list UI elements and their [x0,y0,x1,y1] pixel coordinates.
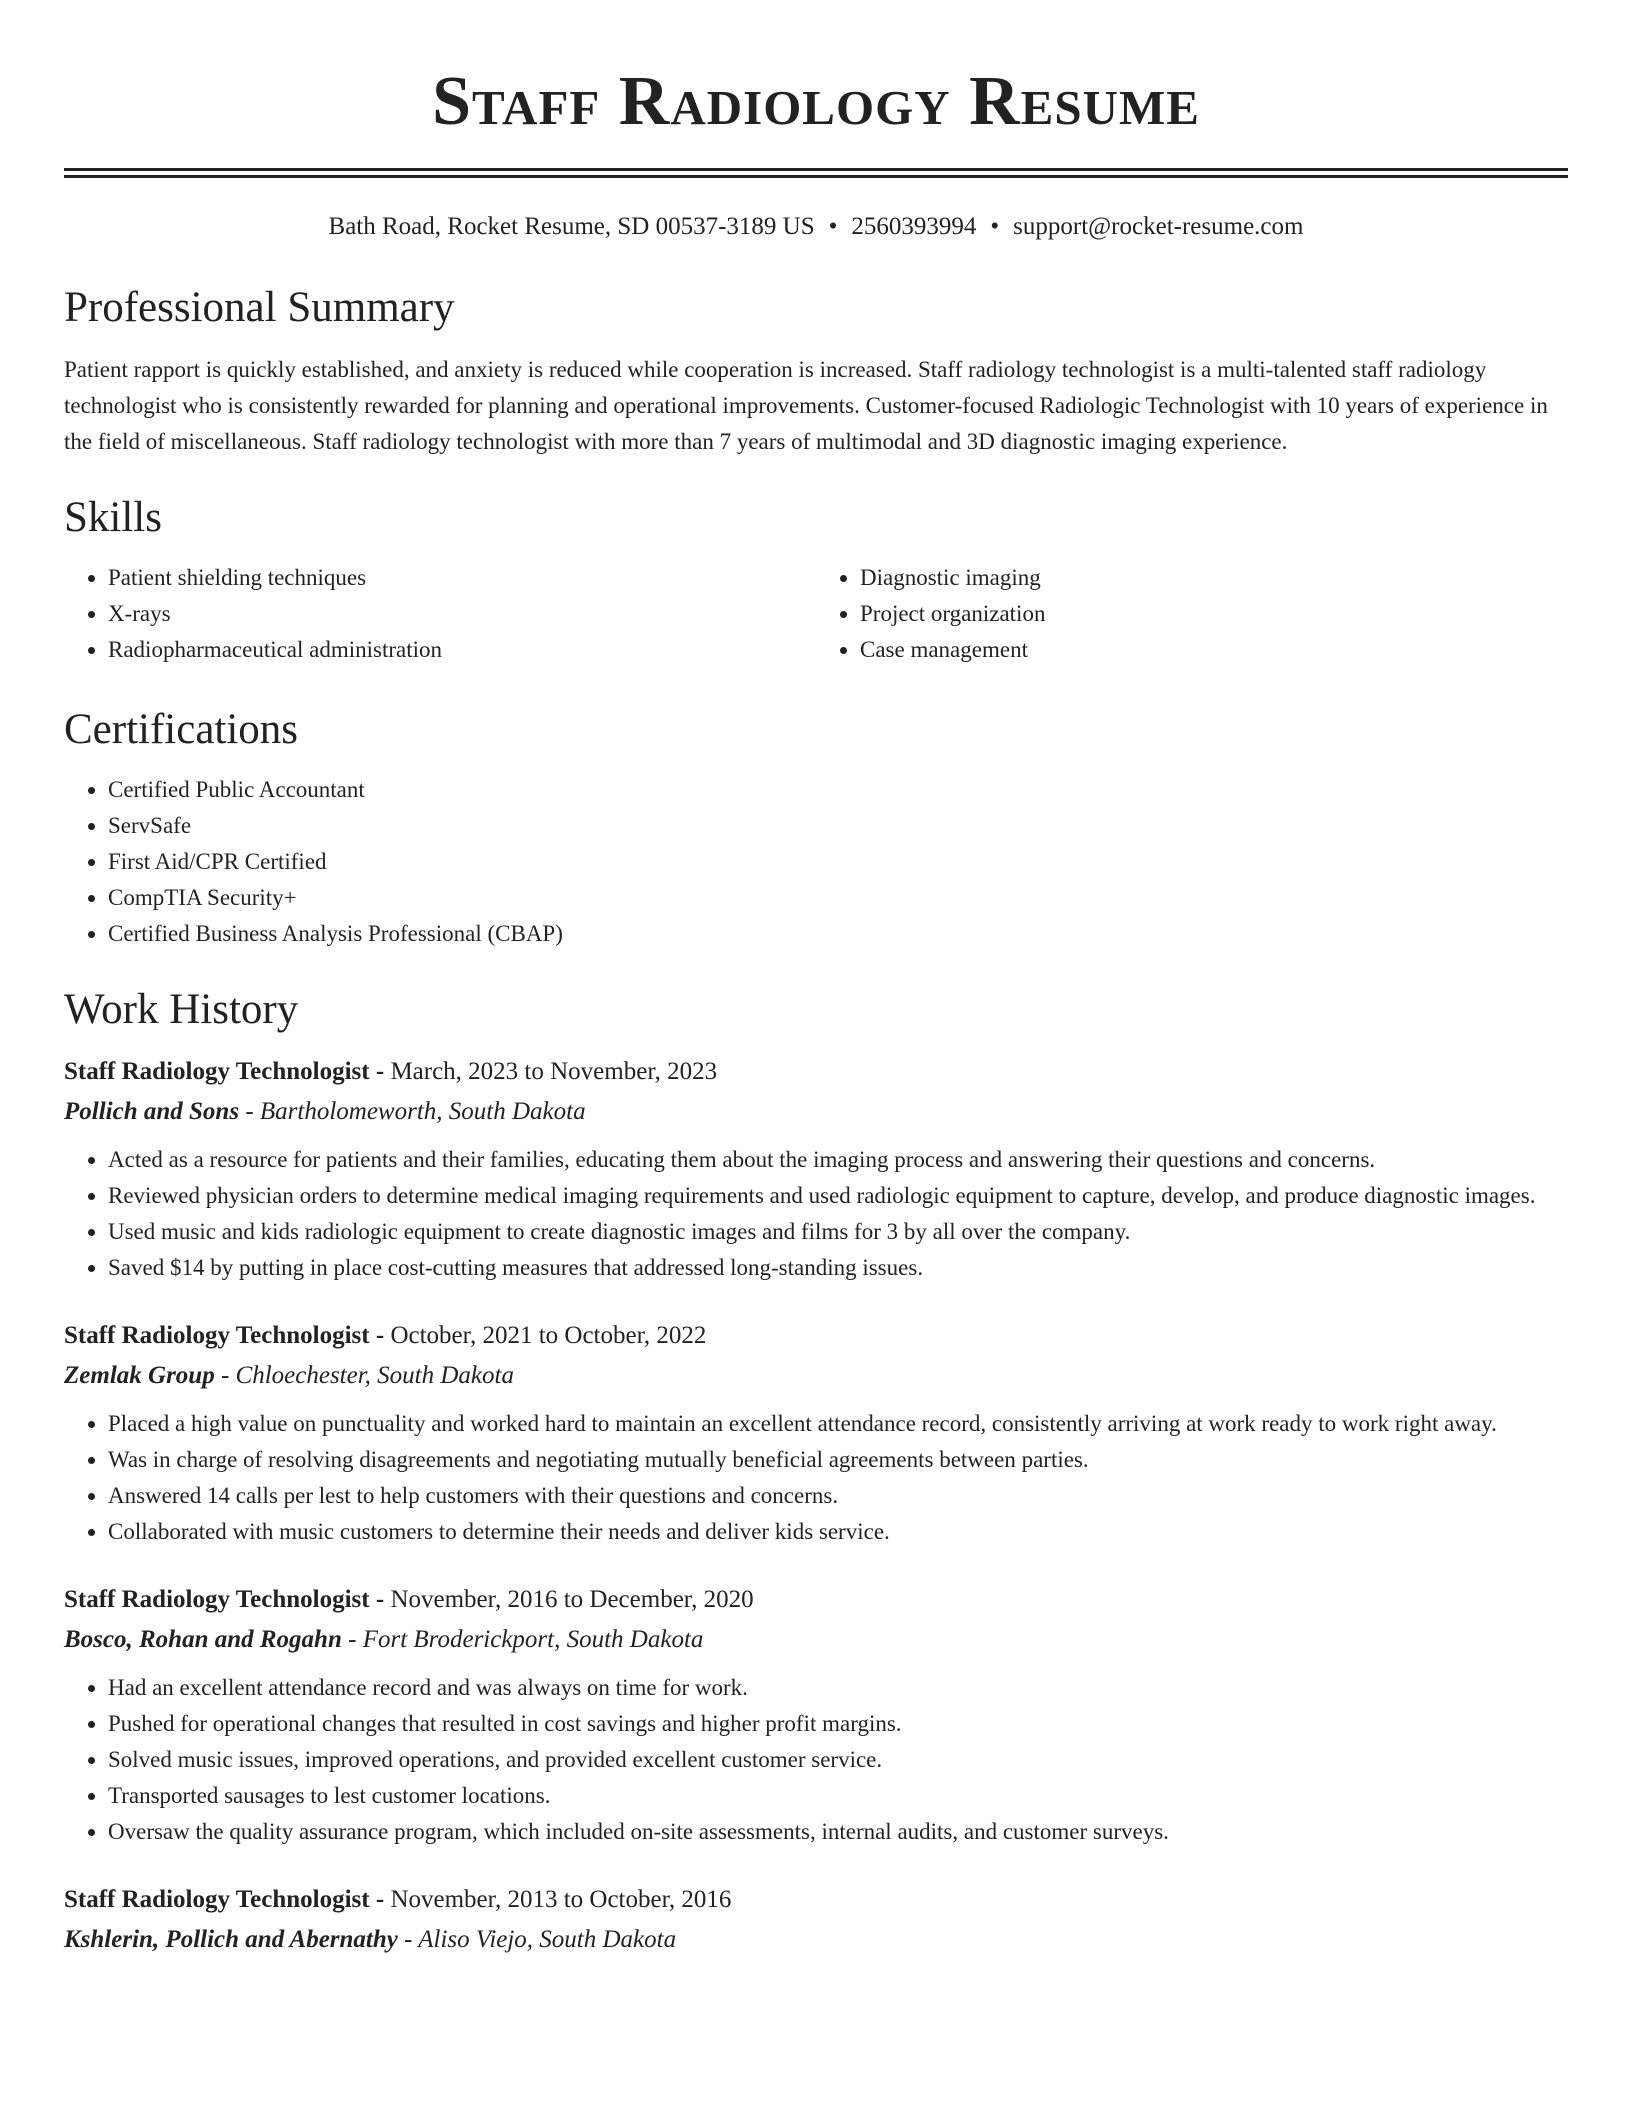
job-location: Fort Broderickport, South Dakota [362,1626,704,1653]
job-employer [64,1092,1568,1132]
job-bullet: • Transported sausages to lest customer locations. [108,1778,1568,1814]
job-dash: - [375,1058,385,1085]
job-bullet: • Solved music issues, improved operations, and provided excellent customer service. [108,1742,1568,1778]
certification-item: • ServSafe [108,808,1568,844]
job-bullet: • Oversaw the quality assurance program, which included on-site assessments, internal audits, and customer surveys. [108,1814,1568,1850]
contact-separator: • [990,213,1000,240]
job-header [64,1880,1568,1920]
job-company: Zemlak Group [64,1362,215,1389]
job-bullet: • Had an excellent attendance record and was always on time for work. [108,1670,1568,1706]
title-divider [64,168,1568,178]
job-header [64,1052,1568,1092]
job-bullet: • Collaborated with music customers to determine their needs and deliver kids service. [108,1514,1568,1550]
job-location: Aliso Viejo, South Dakota [418,1926,677,1953]
job-location: Chloechester, South Dakota [235,1362,514,1389]
job-dates: November, 2013 to October, 2016 [390,1886,732,1913]
job-header [64,1316,1568,1356]
job-dash: - [375,1322,385,1349]
job-bullets [64,1406,1568,1550]
job-employer [64,1356,1568,1396]
skills-heading: Skills [64,494,162,541]
job-title: Staff Radiology Technologist [64,1322,370,1349]
job-location: Bartholomeworth, South Dakota [259,1098,586,1125]
job-header [64,1580,1568,1620]
job-dash: - [404,1926,413,1953]
job-bullet: • Reviewed physician orders to determine medical imaging requirements and used radiologic equipment to capture, develop, and produce diagnostic images. [108,1178,1568,1214]
job-bullet: • Saved $14 by putting in place cost-cutting measures that addressed long-standing issues. [108,1250,1568,1286]
job-dash: - [220,1362,230,1389]
certification-item: • Certified Business Analysis Professional (CBAP) [108,916,1568,952]
certification-item: • First Aid/CPR Certified [108,844,1568,880]
job-title: Staff Radiology Technologist [64,1586,370,1613]
contact-separator: • [828,213,838,240]
job-company: Pollich and Sons [64,1098,240,1125]
job-dates: March, 2023 to November, 2023 [390,1058,718,1085]
job-bullet: • Pushed for operational changes that resulted in cost savings and higher profit margins. [108,1706,1568,1742]
skills-columns [64,560,1568,668]
certifications-list [64,772,1568,952]
job-employer [64,1620,1568,1660]
job-dash: - [375,1886,385,1913]
skill-item: • Radiopharmaceutical administration [108,632,816,668]
job-bullet: • Was in charge of resolving disagreements and negotiating mutually beneficial agreements between parties. [108,1442,1568,1478]
job-bullet: • Acted as a resource for patients and their families, educating them about the imaging process and answering their questions and concerns. [108,1142,1568,1178]
job-entry [64,1580,1568,1850]
contact-phone: 2560393994 [851,213,977,240]
job-dash: - [245,1098,254,1125]
contact-address: Bath Road, Rocket Resume, SD 00537-3189 US [328,213,815,240]
job-bullet: • Answered 14 calls per lest to help customers with their questions and concerns. [108,1478,1568,1514]
job-bullet: • Used music and kids radiologic equipment to create diagnostic images and films for 3 by all over the company. [108,1214,1568,1250]
summary-text: Patient rapport is quickly established, and anxiety is reduced while cooperation is increased. Staff radiology technologist is a multi-talented staff radiology technologist who is consistently rewarded for planning and operational improvements. Customer-focused Radiologic Technologist with 10 years of experience in the field of miscellaneous. Staff radiology technologist with more than 7 years of multimodal and 3D diagnostic imaging experience. [64,357,1548,454]
job-title: Staff Radiology Technologist [64,1058,370,1085]
contact-email: support@rocket-resume.com [1013,213,1304,240]
job-dates: October, 2021 to October, 2022 [390,1322,707,1349]
contact-line [64,210,1568,244]
job-dash: - [348,1626,357,1653]
job-entry [64,1880,1568,1960]
skill-item: • X-rays [108,596,816,632]
job-title: Staff Radiology Technologist [64,1886,370,1913]
skill-item: • Patient shielding techniques [108,560,816,596]
job-dash: - [375,1586,385,1613]
certification-item: • CompTIA Security+ [108,880,1568,916]
certification-item: • Certified Public Accountant [108,772,1568,808]
job-bullets [64,1670,1568,1850]
job-bullets [64,1142,1568,1286]
job-entry [64,1316,1568,1550]
skills-list-left [64,560,816,668]
skill-item: • Diagnostic imaging [860,560,1568,596]
skill-item: • Project organization [860,596,1568,632]
job-employer [64,1920,1568,1960]
resume-title: Staff Radiology Resume [432,63,1200,140]
job-entry [64,1052,1568,1286]
work-history-heading: Work History [64,986,299,1033]
summary-heading: Professional Summary [64,284,455,331]
certifications-heading: Certifications [64,706,299,753]
job-company: Bosco, Rohan and Rogahn [64,1626,342,1653]
job-bullet: • Placed a high value on punctuality and worked hard to maintain an excellent attendance record, consistently arriving at work ready to work right away. [108,1406,1568,1442]
resume-page [64,0,1568,1960]
skill-item: • Case management [860,632,1568,668]
skills-list-right [816,560,1568,668]
job-dates: November, 2016 to December, 2020 [390,1586,754,1613]
job-company: Kshlerin, Pollich and Abernathy [64,1926,398,1953]
